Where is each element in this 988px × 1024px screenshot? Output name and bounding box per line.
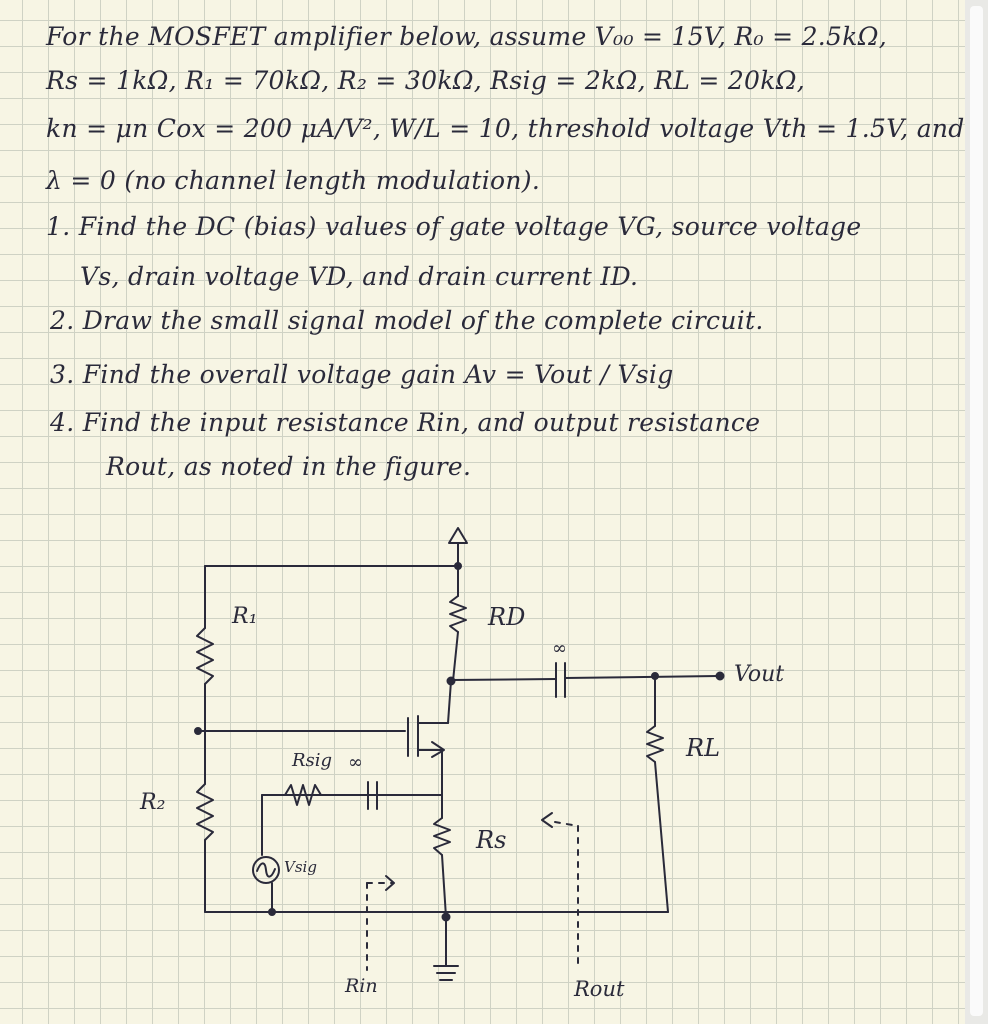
ground-icon (434, 917, 458, 980)
rsig-label: Rsig (292, 750, 333, 771)
vout-label: Vout (734, 662, 785, 687)
question-4: 4. Find the input resistance Rin, and output resistance (50, 408, 761, 437)
input-cap-infinity-label: ∞ (348, 752, 363, 773)
scrollbar-thumb[interactable] (970, 6, 983, 1016)
rd-label: RD (488, 603, 526, 631)
rd-resistor-icon (450, 596, 466, 632)
rs-label: Rs (476, 826, 507, 854)
rin-arrow-icon (367, 883, 392, 970)
vsig-source-icon (253, 857, 279, 883)
problem-line-3: kn = μn Cox = 200 μA/V², W/L = 10, threshold voltage Vth = 1.5V, and (46, 114, 965, 143)
question-2: 2. Draw the small signal model of the complete circuit. (50, 306, 764, 335)
vout-terminal (717, 673, 724, 680)
problem-line-4: λ = 0 (no channel length modulation). (46, 166, 541, 195)
question-3: 3. Find the overall voltage gain Av = Vout / Vsig (50, 360, 674, 389)
r1-resistor-icon (197, 628, 213, 684)
problem-line-2: Rs = 1kΩ, R₁ = 70kΩ, R₂ = 30kΩ, Rsig = 2kΩ, RL = 20kΩ, (46, 66, 805, 95)
output-cap-infinity-label: ∞ (552, 638, 567, 659)
rout-label: Rout (574, 977, 625, 1001)
rl-label: RL (686, 734, 721, 762)
rout-arrow-icon (555, 822, 578, 970)
rin-label: Rin (345, 975, 378, 997)
r2-label: R₂ (140, 790, 166, 815)
question-1-cont: Vs, drain voltage VD, and drain current ID. (80, 262, 639, 291)
question-4-cont: Rout, as noted in the figure. (106, 452, 472, 481)
rl-resistor-icon (647, 726, 663, 762)
vsig-label: Vsig (284, 858, 317, 876)
problem-line-1: For the MOSFET amplifier below, assume V₀₀ = 15V, R₀ = 2.5kΩ, (46, 22, 887, 51)
question-1: 1. Find the DC (bias) values of gate voltage VG, source voltage (46, 212, 862, 241)
r1-label: R₁ (232, 604, 258, 629)
rs-resistor-icon (434, 818, 450, 855)
mosfet-icon (408, 716, 448, 795)
r2-resistor-icon (197, 784, 213, 840)
